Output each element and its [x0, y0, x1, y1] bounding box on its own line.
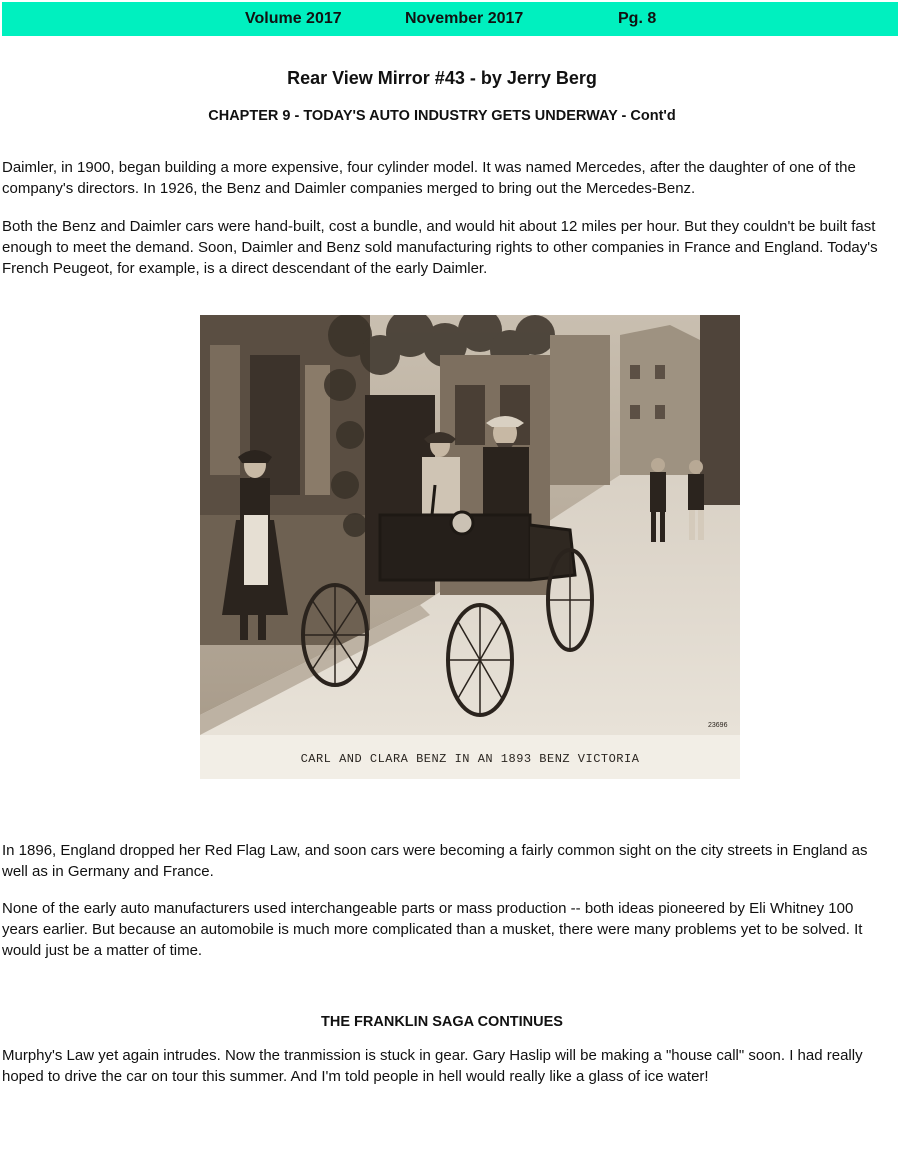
- franklin-saga-heading: THE FRANKLIN SAGA CONTINUES: [321, 1014, 563, 1030]
- paragraph-red-flag-law: In 1896, England dropped her Red Flag Law, and soon cars were becoming a fairly common sight on the city streets in England as well as in Germany and France.: [2, 842, 868, 880]
- photo-caption: CARL AND CLARA BENZ IN AN 1893 BENZ VICTORIA: [300, 752, 640, 766]
- paragraph-franklin-saga: Murphy's Law yet again intrudes. Now the tranmission is stuck in gear. Gary Haslip will be making a "house call" soon. I had really hoped to drive the car on tour this summer. And I'm told people in hell would really like a glass of ice water!: [2, 1047, 863, 1085]
- chapter-heading: CHAPTER 9 - TODAY'S AUTO INDUSTRY GETS UNDERWAY - Cont'd: [208, 108, 676, 124]
- historic-photo-benz-victoria: [200, 315, 740, 779]
- photo-illustration: [200, 315, 740, 779]
- paragraph-hand-built-cars: Both the Benz and Daimler cars were hand-built, cost a bundle, and would hit about 12 miles per hour. But they couldn't be built fast enough to meet the demand. Soon, Daimler and Benz sold manufacturing rights to other companies in France and England. Today's French Peugeot, for example, is a direct descendant of the early Daimler.: [2, 218, 878, 277]
- paragraph-interchangeable-parts: None of the early auto manufacturers used interchangeable parts or mass production -- both ideas pioneered by Eli Whitney 100 years earlier. But because an automobile is much more complicated than a musket, there were many problems yet to be solved. It would just be a matter of time.: [2, 900, 863, 959]
- header-date: November 2017: [405, 10, 524, 27]
- newsletter-header-bar: [2, 2, 898, 36]
- article-title: Rear View Mirror #43 - by Jerry Berg: [287, 68, 597, 88]
- header-page-number: Pg. 8: [618, 10, 657, 27]
- header-volume: Volume 2017: [245, 10, 342, 27]
- photo-archive-number: 23696: [708, 722, 728, 729]
- paragraph-daimler-mercedes: Daimler, in 1900, began building a more expensive, four cylinder model. It was named Mercedes, after the daughter of one of the company's directors. In 1926, the Benz and Daimler companies merged to bring out the Mercedes-Benz.: [2, 159, 856, 197]
